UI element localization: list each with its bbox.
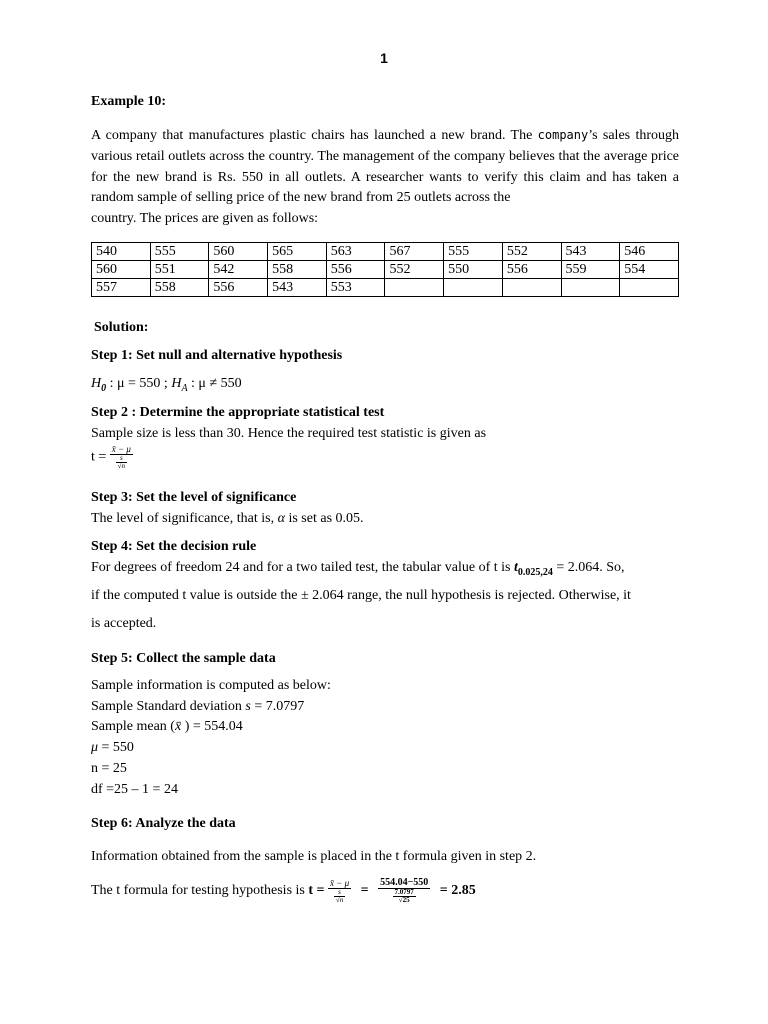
sd-label: Sample Standard deviation xyxy=(91,699,246,714)
table-cell: 543 xyxy=(268,279,327,297)
sd-symbol: s xyxy=(245,699,251,714)
table-cell: 553 xyxy=(326,279,385,297)
table-cell xyxy=(620,279,679,297)
table-cell: 551 xyxy=(150,261,209,279)
step5-intro: Sample information is computed as below: xyxy=(91,678,331,693)
mu-value: = 550 xyxy=(98,740,134,755)
table-row xyxy=(92,261,679,279)
step3-text-after: is set as 0.05. xyxy=(284,511,364,526)
page-number: 1 xyxy=(380,50,388,66)
degrees-of-freedom: df =25 – 1 = 24 xyxy=(91,782,178,797)
t-calc-num-numeric: 554.04−550 xyxy=(380,877,429,888)
step4-heading: Step 4: Set the decision rule xyxy=(91,539,257,554)
table-cell: 557 xyxy=(92,279,151,297)
ha-text: : μ ≠ 550 xyxy=(187,376,242,391)
table-cell xyxy=(561,279,620,297)
intro-line-3: the average price for the new brand is Rs. 550 in all outlets. A researcher wants to verify this xyxy=(91,148,680,185)
t-calc-fraction-numeric xyxy=(378,878,430,904)
step4-line-2: if the computed t value is outside the ± 2.064 range, the null hypothesis is rejected. Otherwise, it xyxy=(91,588,631,603)
table-cell: 560 xyxy=(92,261,151,279)
step5-heading: Step 5: Collect the sample data xyxy=(91,651,276,666)
t-fraction-numerator: x̄ − μ xyxy=(111,444,131,454)
intro-line-4: claim and has taken a random sample of selling price of the new brand from 25 outlets across the xyxy=(91,169,679,206)
step4-line-1 xyxy=(91,560,625,578)
step6-heading: Step 6: Analyze the data xyxy=(91,816,236,831)
hypotheses xyxy=(91,376,242,394)
t-critical-subscript: 0.025,24 xyxy=(517,566,553,578)
table-cell: 556 xyxy=(326,261,385,279)
table-cell: 556 xyxy=(209,279,268,297)
table-cell: 559 xyxy=(561,261,620,279)
table-cell: 558 xyxy=(150,279,209,297)
table-cell: 546 xyxy=(620,243,679,261)
intro-line-1: A company that manufactures plastic chairs has launched a new brand. The xyxy=(91,128,538,143)
t-calc-s-numeric: 7.0797 xyxy=(394,888,414,896)
t-formula-general xyxy=(91,445,133,470)
step3-text-before: The level of significance, that is, xyxy=(91,511,278,526)
table-cell: 558 xyxy=(268,261,327,279)
table-cell xyxy=(444,279,503,297)
table-cell: 560 xyxy=(209,243,268,261)
sd-value: = 7.0797 xyxy=(250,699,305,714)
mu-symbol: μ xyxy=(91,740,99,755)
t-result: = 2.85 xyxy=(439,883,476,899)
t-calc-sqrt-numeric: √25 xyxy=(398,896,410,904)
table-cell xyxy=(502,279,561,297)
h0-text: : μ = 550 ; xyxy=(106,376,172,391)
t-calc-fraction-symbolic xyxy=(328,879,351,904)
intro-paragraph xyxy=(91,125,679,230)
t-calculation xyxy=(91,878,476,904)
table-cell: 542 xyxy=(209,261,268,279)
mean-label: Sample mean ( xyxy=(91,719,175,734)
t-calc-s-symbolic: s xyxy=(334,889,345,897)
h0-symbol: H xyxy=(91,376,102,391)
t-calc-den-numeric xyxy=(378,889,430,904)
intro-mono-word: company xyxy=(537,128,589,142)
t-fraction-denominator xyxy=(110,455,133,470)
table-cell: 565 xyxy=(268,243,327,261)
table-row xyxy=(92,279,679,297)
intro-line-5: country. The prices are given as follows: xyxy=(91,211,319,227)
step1-heading: Step 1: Set null and alternative hypothesis xyxy=(91,348,343,363)
table-cell: 555 xyxy=(150,243,209,261)
intro-line-2: through various retail outlets across the country. The management of the company believes that xyxy=(91,128,680,164)
step3-text xyxy=(91,511,364,527)
t-prefix: t = xyxy=(91,449,110,465)
equals-sign: = xyxy=(360,883,369,899)
t-fraction xyxy=(110,445,133,470)
mean-symbol: x̄ xyxy=(174,719,182,734)
step3-heading: Step 3: Set the level of significance xyxy=(91,490,297,505)
step6-text: Information obtained from the sample is placed in the t formula given in step 2. xyxy=(91,849,537,864)
t-calc-den-symbolic xyxy=(328,889,351,904)
sample-size: n = 25 xyxy=(91,761,127,776)
t-fraction-s: s xyxy=(116,455,127,463)
t-critical-symbol: t xyxy=(513,560,518,575)
t-calc-num-symbolic: x̄ − μ xyxy=(330,877,350,888)
table-cell: 543 xyxy=(561,243,620,261)
step4-line1-before: For degrees of freedom 24 and for a two tailed test, the tabular value of t is xyxy=(91,560,514,575)
table-cell: 550 xyxy=(444,261,503,279)
step2-text: Sample size is less than 30. Hence the required test statistic is given as xyxy=(91,426,487,441)
t-fraction-sqrt-n: √n xyxy=(117,462,126,470)
ha-symbol: H xyxy=(171,376,182,391)
table-cell: 555 xyxy=(444,243,503,261)
table-cell: 552 xyxy=(502,243,561,261)
table-cell: 567 xyxy=(385,243,444,261)
table-cell xyxy=(385,279,444,297)
step4-line1-after: = 2.064. So, xyxy=(552,560,625,575)
table-cell: 556 xyxy=(502,261,561,279)
table-cell: 540 xyxy=(92,243,151,261)
table-cell: 563 xyxy=(326,243,385,261)
step2-heading: Step 2 : Determine the appropriate statistical test xyxy=(91,405,385,420)
t-equals: t = xyxy=(308,883,328,899)
table-row xyxy=(92,243,679,261)
t-calc-sqrt-n-symbolic: √n xyxy=(335,895,344,904)
example-title: Example 10: xyxy=(91,94,167,109)
table-cell: 552 xyxy=(385,261,444,279)
mean-value: ) = 554.04 xyxy=(181,719,243,734)
sample-sd xyxy=(91,699,304,715)
ha-subscript: A xyxy=(181,382,188,394)
solution-label: Solution: xyxy=(94,320,149,335)
step4-line-3: is accepted. xyxy=(91,616,157,631)
formula-intro: The t formula for testing hypothesis is xyxy=(91,883,309,899)
price-table xyxy=(91,242,679,297)
population-mean xyxy=(91,740,134,756)
h0-subscript: 0 xyxy=(101,382,107,394)
sample-mean xyxy=(91,719,243,735)
intro-line-1-tail: ’s sales xyxy=(588,128,631,143)
table-cell: 554 xyxy=(620,261,679,279)
alpha-symbol: α xyxy=(277,511,285,526)
